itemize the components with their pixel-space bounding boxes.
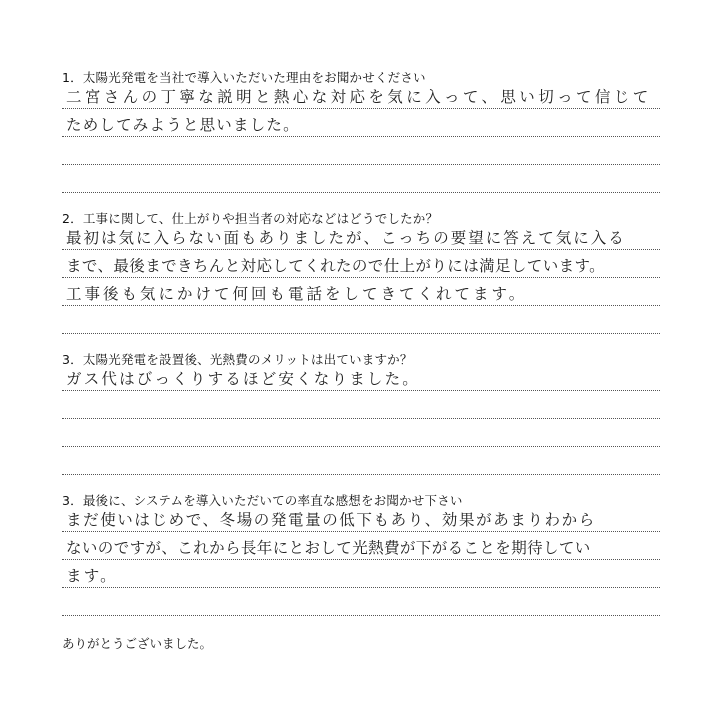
answer-text: 最初は気に入らない面もありましたが、こっちの要望に答えて気に入る xyxy=(66,229,626,247)
answer-line xyxy=(62,422,660,447)
answer-line xyxy=(62,225,660,250)
answer-line xyxy=(62,394,660,419)
answer-line xyxy=(62,112,660,137)
question-3: 3．太陽光発電を設置後、光熱費のメリットは出ていますか？ xyxy=(62,352,413,367)
answer-text: まで、最後まできちんと対応してくれたので仕上がりには満足しています。 xyxy=(66,257,606,275)
answer-text: ないのですが、これから長年にとおして光熱費が下がることを期待してい xyxy=(66,539,591,557)
answer-line xyxy=(62,140,660,165)
answer-text: ガス代はびっくりするほど安くなりました。 xyxy=(66,370,421,388)
answer-text: 二宮さんの丁寧な説明と熱心な対応を気に入って、思い切って信じて xyxy=(66,88,652,106)
answer-line xyxy=(62,309,660,334)
section-1 xyxy=(62,70,662,200)
question-2: 2．工事に関して、仕上がりや担当者の対応などはどうでしたか？ xyxy=(62,211,439,226)
answer-line xyxy=(62,366,660,391)
answer-line xyxy=(62,281,660,306)
question-4: 3．最後に、システムを導入いただいての率直な感想をお聞かせ下さい xyxy=(62,493,463,508)
closing-text: ありがとうございました。 xyxy=(62,636,213,651)
answer-line xyxy=(62,563,660,588)
answer-text: 工事後も気にかけて何回も電話をしてきてくれてます。 xyxy=(66,285,528,303)
answer-line xyxy=(62,591,660,616)
answer-line xyxy=(62,84,660,109)
section-2 xyxy=(62,211,662,341)
answer-text: まだ使いはじめで、冬場の発電量の低下もあり、効果があまりわから xyxy=(66,511,596,529)
question-1: 1．太陽光発電を当社で導入いただいた理由をお聞かせください xyxy=(62,70,426,85)
answer-line xyxy=(62,507,660,532)
answer-line xyxy=(62,450,660,475)
answer-line xyxy=(62,253,660,278)
answer-text: ます。 xyxy=(66,567,118,585)
answer-line xyxy=(62,535,660,560)
section-3 xyxy=(62,352,662,482)
section-4 xyxy=(62,493,662,623)
answer-line xyxy=(62,168,660,193)
answer-text: ためしてみようと思いました。 xyxy=(66,116,300,134)
